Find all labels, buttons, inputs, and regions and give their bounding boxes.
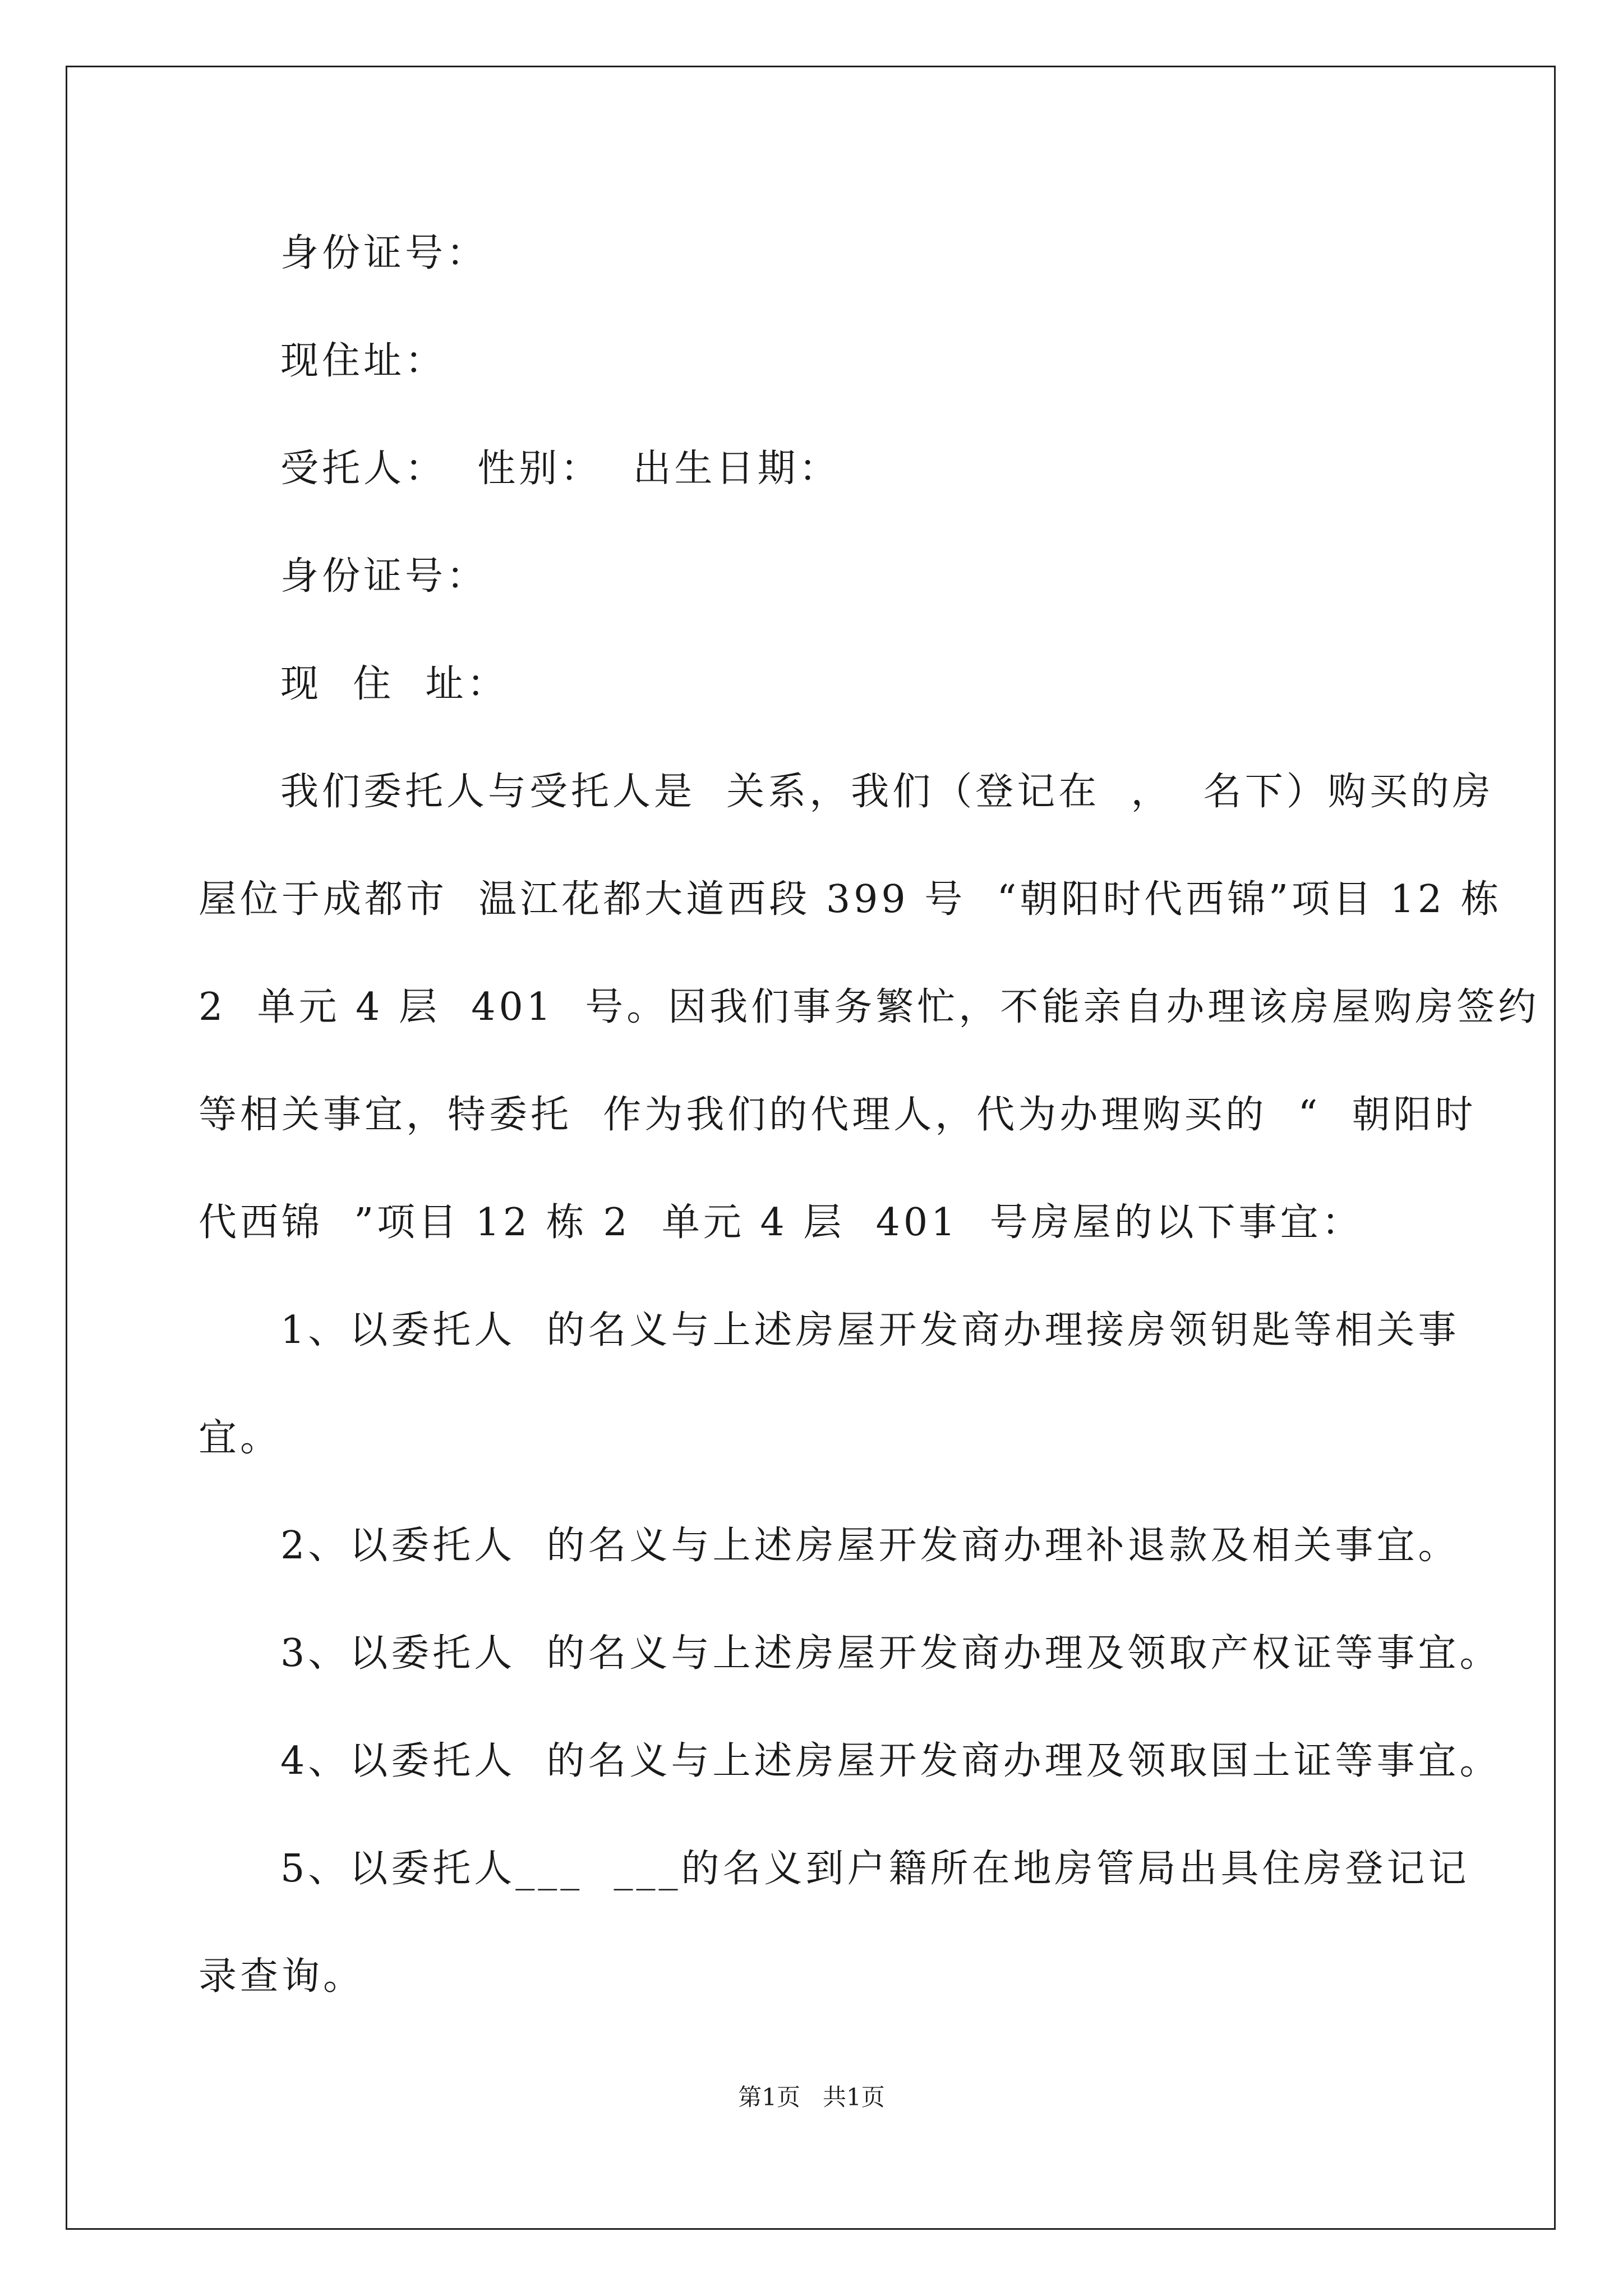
text-line-trustee: 受托人： 性别： 出生日期： [280,447,841,491]
page-footer: 第1页 共1页 [738,2083,885,2111]
list-item-1-continued: 宜。 [199,1416,282,1460]
list-item-4: 4、以委托人 的名义与上述房屋开发商办理及领取国土证等事宜。 [280,1739,1501,1783]
paragraph-line: 代西锦 ”项目 12 栋 2 单元 4 层 401 号房屋的以下事宜： [199,1200,1363,1245]
text-line-address: 现住址： [280,339,447,383]
list-item-5: 5、以委托人___ ___的名义到户籍所在地房管局出具住房登记记 [280,1847,1470,1891]
paragraph-line: 屋位于成都市 温江花都大道西段 399 号 “朝阳时代西锦”项目 12 栋 [199,877,1502,922]
text-line-id-number: 身份证号： [280,231,488,275]
text-line-trustee-address: 现 住 址： [280,662,509,706]
paragraph-line: 我们委托人与受托人是 关系，我们（登记在 ， 名下）购买的房 [280,770,1494,814]
paragraph-line: 2 单元 4 层 401 号。因我们事务繁忙，不能亲自办理该房屋购房签约 [199,985,1540,1029]
list-item-1: 1、以委托人 的名义与上述房屋开发商办理接房领钥匙等相关事 [280,1308,1460,1352]
list-item-5-continued: 录查询。 [199,1954,365,1999]
page-frame [66,66,1556,2230]
text-line-trustee-id-number: 身份证号： [280,554,488,599]
list-item-3: 3、以委托人 的名义与上述房屋开发商办理及领取产权证等事宜。 [280,1631,1501,1676]
list-item-2: 2、以委托人 的名义与上述房屋开发商办理补退款及相关事宜。 [280,1524,1460,1568]
paragraph-line: 等相关事宜，特委托 作为我们的代理人，代为办理购买的 “ 朝阳时 [199,1093,1477,1137]
